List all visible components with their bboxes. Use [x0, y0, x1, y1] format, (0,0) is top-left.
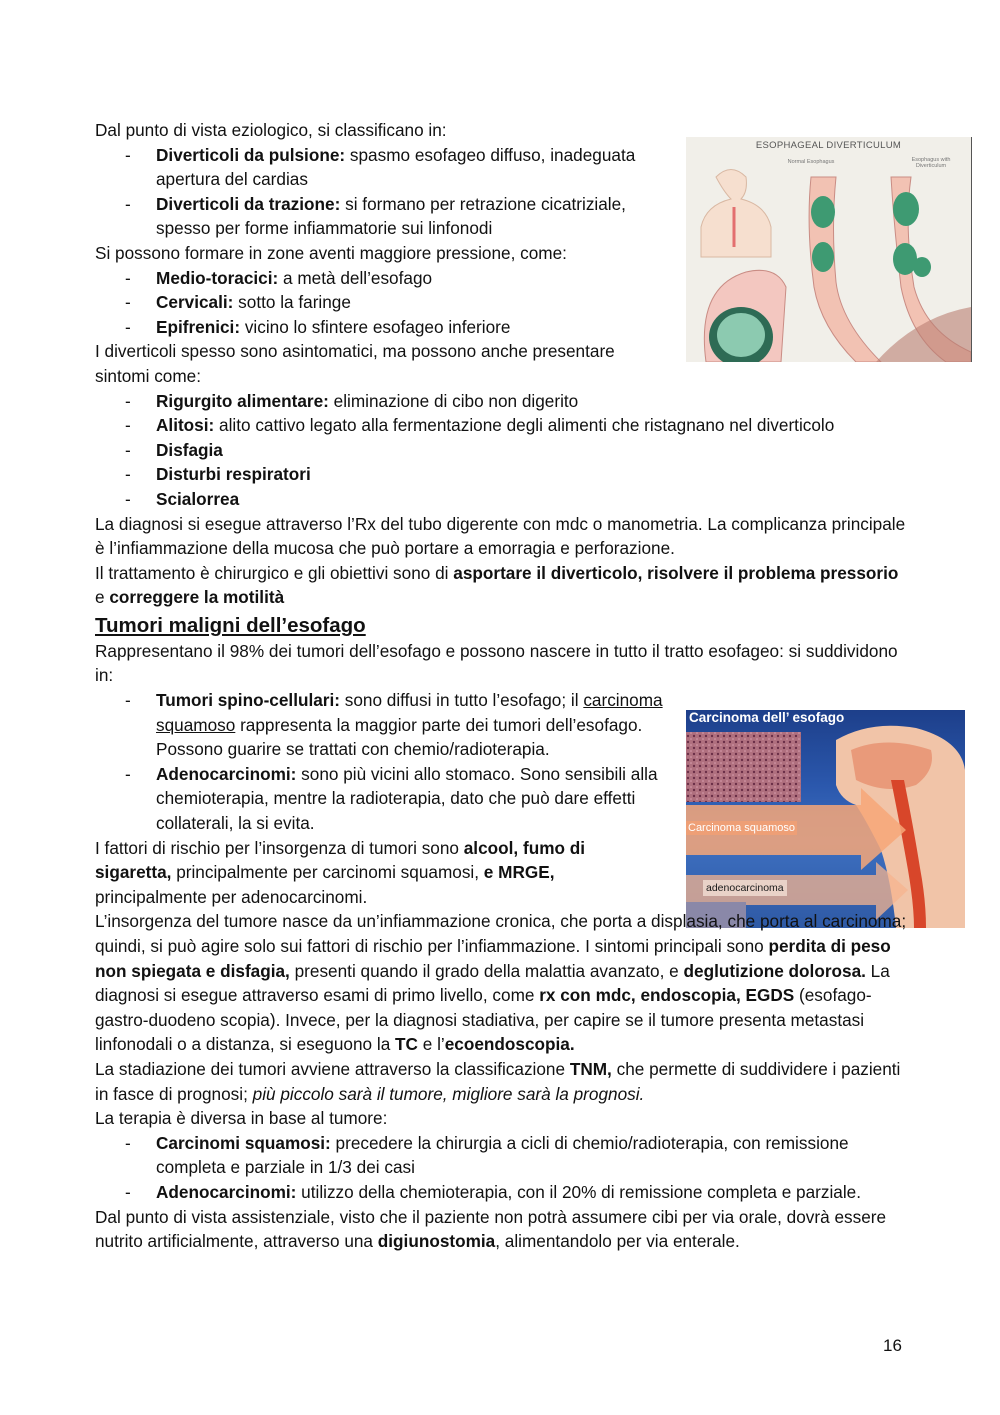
text-run: (esofago-gastro-duodeno scopia). Invece, per la diagnosi stadiativa, per capire se il tumore presenta metastasi linfonodali o a distanza, si eseguono la [95, 985, 872, 1055]
list-item-term: Disturbi respiratori [156, 464, 311, 485]
zones-intro: Si possono formare in zone aventi maggiore pressione, come: [95, 242, 567, 263]
figure-title: ESOPHAGEAL DIVERTICULUM [755, 140, 902, 151]
tumor-types-list [95, 688, 685, 836]
section-heading: Tumori maligni dell’esofago [95, 613, 366, 637]
list-item-term: Diverticoli da pulsione: [156, 144, 346, 165]
text-run: La stadiazione dei tumori avviene attraverso la classificazione [95, 1058, 570, 1079]
bold-run: correggere la motilità [109, 587, 285, 608]
bold-run: digiunostomia [377, 1231, 496, 1252]
text-run: I fattori di rischio per l’insorgenza di tumori sono [95, 837, 464, 858]
text-run: e [95, 587, 110, 608]
bold-run: deglutizione dolorosa. [683, 960, 866, 981]
etiology-intro: Dal punto di vista eziologico, si classificano in: [95, 120, 447, 140]
list-item-term: Carcinomi squamosi: [156, 1132, 331, 1153]
text-run: rappresenta la maggior parte dei tumori dell’esofago. Possono guarire se trattati con chemio/radioterapia. [156, 714, 643, 760]
list-item [95, 1180, 910, 1205]
figure-label-adenocarcinoma: adenocarcinoma [703, 880, 787, 896]
list-item [95, 688, 685, 762]
list-item-text: alito cattivo legato alla fermentazione degli alimenti che ristagnano nel diverticolo [214, 415, 835, 436]
tumors-intro: Rappresentano il 98% dei tumori dell’esofago e possono nascere in tutto il tratto esofageo: si suddividono in: [95, 640, 898, 686]
italic-run: più piccolo sarà il tumore, migliore sarà la prognosi. [252, 1083, 645, 1104]
text-run: che permette di suddividere i pazienti in fasce di prognosi; [95, 1058, 901, 1104]
list-item-term: Tumori spino-cellulari: [156, 690, 340, 711]
text-run: Il trattamento è chirurgico e gli obiettivi sono di [95, 562, 454, 583]
onset-paragraph [95, 909, 910, 1057]
list-item-text: eliminazione di cibo non digerito [328, 390, 579, 411]
list-item-term: Diverticoli da trazione: [156, 193, 341, 214]
bold-run: ecoendoscopia. [444, 1034, 575, 1055]
bold-run: TC [395, 1034, 418, 1055]
therapy-intro: La terapia è diversa in base al tumore: [95, 1108, 388, 1129]
diagnosis-paragraph: La diagnosi si esegue attraverso l’Rx del tubo digerente con mdc o manometria. La complicanza principale è l’infiammazione della mucosa che può portare a emorragia e perforazione. [95, 513, 906, 559]
document-body [95, 118, 910, 1254]
text-run: principalmente per carcinomi squamosi, [171, 862, 484, 883]
list-item-text: utilizzo della chemioterapia, con il 20% di remissione completa e parziale. [296, 1181, 861, 1202]
list-item [95, 192, 670, 241]
text-run: , alimentandolo per via enterale. [495, 1231, 740, 1252]
list-item-text: precedere la chirurgia a cicli di chemio/radioterapia, con remissione completa e parziale in 1/3 dei casi [156, 1132, 849, 1178]
figure-label-diverticulum: Esophagus with Diverticulum [911, 157, 951, 169]
list-item [95, 290, 910, 315]
text-run: principalmente per adenocarcinomi. [95, 886, 368, 907]
list-item [95, 462, 910, 487]
list-item [95, 762, 685, 836]
list-item-term: Scialorrea [156, 488, 240, 509]
staging-paragraph [95, 1057, 910, 1106]
bold-run: TNM, [569, 1058, 612, 1079]
figure-title: Carcinoma dell’ esofago [689, 710, 845, 725]
text-run: Dal punto di vista assistenziale, visto che il paziente non potrà assumere cibi per via orale, dovrà essere nutrito artificialmente, attraverso una [95, 1206, 887, 1252]
figure-label-carcinoma-squamoso: Carcinoma squamoso [688, 822, 795, 834]
bold-run: e MRGE, [483, 862, 555, 883]
list-item [95, 1131, 910, 1180]
list-item-term: Medio-toracici: [156, 267, 279, 288]
therapy-list [95, 1131, 910, 1205]
list-item [95, 266, 910, 291]
list-item-term: Rigurgito alimentare: [156, 390, 329, 411]
list-item-text: si formano per retrazione cicatriziale, spesso per forme infiammatorie sui linfonodi [156, 193, 626, 239]
figure-label-normal: Normal Esophagus [787, 159, 835, 165]
list-item [95, 487, 910, 512]
list-item-text: spasmo esofageo diffuso, inadeguata apertura del cardias [156, 144, 636, 190]
list-item-term: Disfagia [156, 439, 223, 460]
text-run: La diagnosi si esegue attraverso esami di primo livello, come [95, 960, 890, 1006]
symptoms-list [95, 389, 910, 512]
zones-list [95, 266, 910, 340]
bold-run: perdita di peso non spiegata e disfagia, [95, 936, 891, 981]
text-run: sono più vicini allo stomaco. Sono sensibili alla chemioterapia, mentre la radioterapia, dato che può dare effetti collaterali, la si evita. [156, 763, 658, 834]
list-item-term: Adenocarcinomi: [156, 1181, 297, 1202]
list-item-term: Adenocarcinomi: [156, 763, 297, 784]
text-run: L’insorgenza del tumore nasce da un’infiammazione cronica, che porta a displasia, che porta al carcinoma; quindi, si può agire solo sui fattori di rischio per l’infiammazione. I sintomi principali sono [95, 911, 907, 956]
list-item [95, 438, 910, 463]
bold-run: rx con mdc, endoscopia, EGDS [539, 985, 795, 1006]
etiology-list [95, 143, 670, 241]
list-item-term: Epifrenici: [156, 316, 241, 337]
text-run: sono diffusi in tutto l’esofago; il [339, 690, 584, 711]
bold-run: asportare il diverticolo, risolvere il problema pressorio [453, 562, 899, 583]
list-item-term: Cervicali: [156, 292, 234, 313]
page-number: 16 [883, 1336, 902, 1355]
underlined-run: carcinoma squamoso [156, 690, 663, 735]
list-item-text: a metà dell’esofago [278, 267, 433, 288]
list-item [95, 389, 910, 414]
risk-paragraph [95, 836, 635, 910]
symptoms-intro: I diverticoli spesso sono asintomatici, ma possono anche presentare sintomi come: [95, 341, 615, 386]
list-item-term: Alitosi: [156, 415, 215, 436]
treatment-paragraph [95, 561, 910, 610]
text-run: presenti quando il grado della malattia avanzato, e [289, 960, 684, 981]
list-item-text: sotto la faringe [233, 292, 351, 313]
list-item [95, 413, 910, 438]
list-item-text: vicino lo sfintere esofageo inferiore [240, 316, 511, 337]
list-item [95, 143, 670, 192]
text-run: e l’ [417, 1034, 445, 1055]
care-paragraph [95, 1205, 910, 1254]
list-item [95, 315, 910, 340]
bold-run: alcool, fumo di sigaretta, [95, 837, 586, 883]
